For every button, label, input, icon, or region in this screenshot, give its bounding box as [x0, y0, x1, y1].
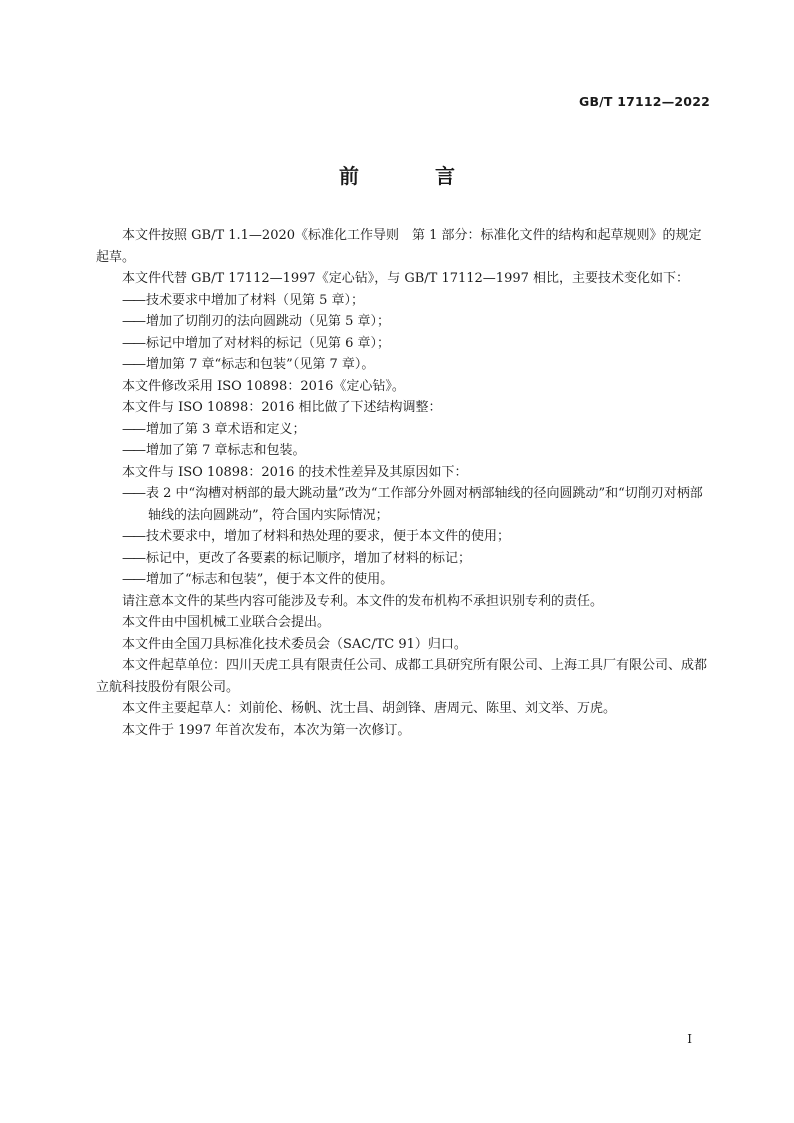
list-item: —— 增加了切削刃的法向圆跳动（见第 5 章）；	[96, 311, 710, 333]
foreword-body	[96, 225, 710, 741]
paragraph: 本文件与 ISO 10898：2016 相比做了下述结构调整：	[122, 400, 442, 415]
paragraph: 本文件于 1997 年首次发布，本次为第一次修订。	[122, 722, 411, 738]
paragraph: 本文件由中国机械工业联合会提出。	[122, 615, 331, 630]
paragraph: 本文件修改采用 ISO 10898：2016《定心钻》。	[122, 378, 405, 394]
paragraph: 本文件起草单位：四川天虎工具有限责任公司、成都工具研究所有限公司、上海工具厂有限公司、成都立航科技股份有限公司。	[96, 658, 708, 695]
paragraph: 请注意本文件的某些内容可能涉及专利。本文件的发布机构不承担识别专利的责任。	[122, 593, 604, 609]
paragraph: 本文件由全国刀具标准化技术委员会（SAC/TC 91）归口。	[122, 636, 467, 652]
list-item: —— 表 2 中“沟槽对柄部的最大跳动量”改为“工作部分外圆对柄部轴线的径向圆跳动”和“切削刃对柄部轴线的法向圆跳动”，符合国内实际情况；	[96, 483, 710, 526]
standard-number: GB/T 17112—2022	[578, 94, 710, 109]
paragraph: 本文件与 ISO 10898：2016 的技术性差异及其原因如下：	[122, 464, 468, 480]
list-item: —— 技术要求中增加了材料（见第 5 章）；	[96, 290, 710, 312]
list-item: —— 增加了“标志和包装”，便于本文件的使用。	[96, 569, 710, 591]
paragraph: 本文件代替 GB/T 17112—1997《定心钻》，与 GB/T 17112—1997 相比，主要技术变化如下：	[122, 271, 690, 286]
list-item: —— 标记中增加了对材料的标记（见第 6 章）；	[96, 333, 710, 355]
list-item: —— 标记中，更改了各要素的标记顺序，增加了材料的标记；	[96, 548, 710, 570]
list-item: —— 增加了第 7 章标志和包装。	[96, 440, 710, 462]
page-title: 前 言	[339, 164, 483, 188]
paragraph: 本文件主要起草人：刘前伦、杨帆、沈士昌、胡剑锋、唐周元、陈里、刘文举、万虎。	[122, 701, 617, 716]
paragraph: 本文件按照 GB/T 1.1—2020《标准化工作导则 第 1 部分：标准化文件的结构和起草规则》的规定起草。	[96, 228, 702, 265]
list-item: —— 技术要求中，增加了材料和热处理的要求，便于本文件的使用；	[96, 526, 710, 548]
page-number: I	[687, 1032, 692, 1046]
list-item: —— 增加第 7 章“标志和包装”（见第 7 章）。	[96, 354, 710, 376]
list-item: —— 增加了第 3 章术语和定义；	[96, 419, 710, 441]
